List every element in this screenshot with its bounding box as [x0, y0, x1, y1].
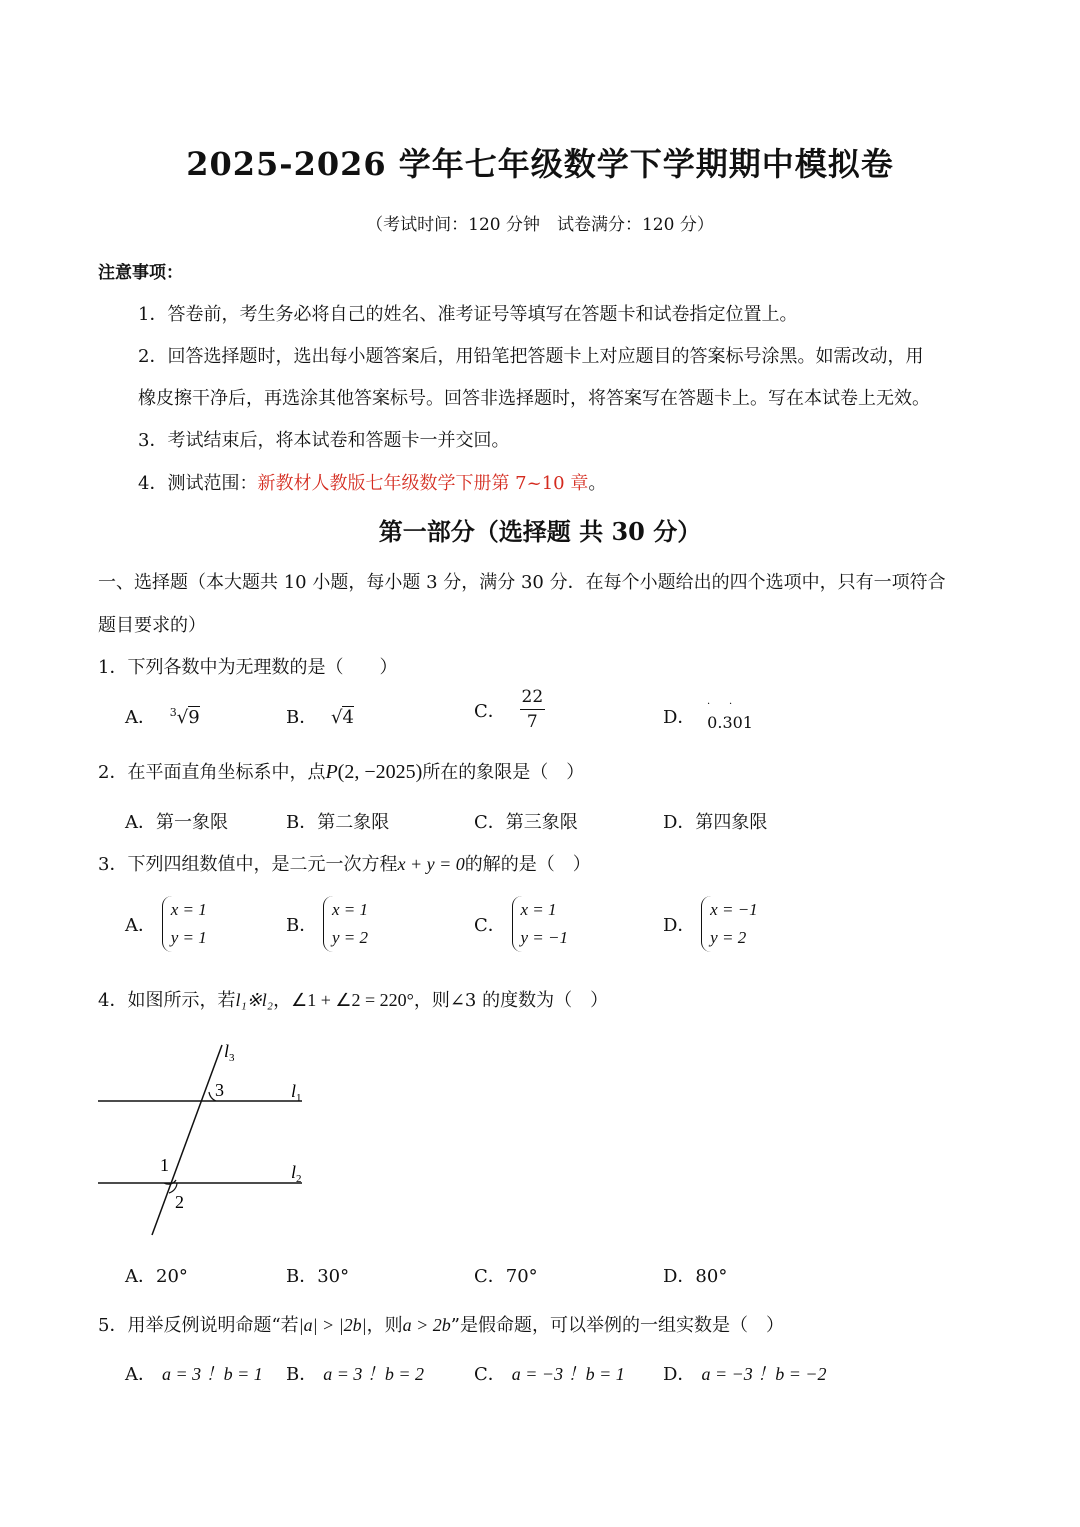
q1-option-d	[663, 699, 753, 732]
label-l2: $l_2$	[291, 1162, 302, 1185]
q1-c-label: C．	[474, 701, 506, 722]
q2-coords: (2, −2025)	[337, 761, 423, 783]
notes-heading: 注意事项：	[98, 263, 183, 283]
q4-option-c: C．70°	[474, 1266, 538, 1287]
section-title: 第一部分（选择题 共 30 分）	[378, 517, 702, 546]
q3-d-eq1: x = −1	[710, 900, 758, 919]
q1-d-label: D．	[663, 707, 696, 728]
q5-option-c	[474, 1360, 625, 1386]
section-instructions-line-1: 一、选择题（本大题共 10 小题，每小题 3 分，满分 30 分．在每个小题给出的四个选项中，只有一项符合	[98, 572, 946, 593]
q2-stem	[98, 758, 584, 784]
q5-condition: |a| > |2b|	[298, 1315, 367, 1335]
label-l1: $l_1$	[291, 1081, 302, 1104]
q3-a-system	[162, 896, 207, 952]
q3-b-eq1: x = 1	[331, 900, 368, 919]
q1-d-value-int: 0.	[707, 713, 723, 732]
label-angle-3: 3	[215, 1080, 224, 1100]
line-l3	[152, 1045, 222, 1235]
q5-stem-post: ”是假命题，可以举例的一组实数是（ ）	[450, 1315, 784, 1336]
q1-option-b	[286, 703, 354, 729]
q3-a-eq1: x = 1	[170, 900, 207, 919]
q1-option-c	[474, 689, 545, 731]
test-scope: 新教材人教版七年级数学下册第 7~10 章	[257, 473, 589, 494]
q4-stem-pre: 4．如图所示，若	[98, 990, 236, 1011]
q3-b-system	[323, 896, 368, 952]
q3-c-label: C．	[474, 915, 506, 936]
q5-option-b	[286, 1360, 424, 1386]
q1-c-fraction	[520, 689, 546, 731]
q5-a-value: a = 3 ！b = 1	[162, 1364, 263, 1384]
q1-a-radicand: 9	[188, 707, 200, 728]
note-4-suffix: 。	[588, 473, 607, 494]
note-1: 1．答卷前，考生务必将自己的姓名、准考证号等填写在答题卡和试卷指定位置上。	[138, 304, 798, 325]
q3-option-b	[286, 896, 368, 952]
q5-b-label: B．	[286, 1364, 318, 1385]
q5-b-value: a = 3 ！b = 2	[323, 1364, 425, 1384]
q5-option-a	[125, 1360, 263, 1386]
q3-stem-post: 的解的是（ ）	[464, 854, 591, 875]
q2-stem-pre: 2．在平面直角坐标系中，点	[98, 762, 326, 783]
radical-icon: √	[330, 707, 343, 728]
q3-a-eq2: y = 1	[170, 928, 207, 947]
q5-stem	[98, 1311, 784, 1337]
q3-equation: x + y = 0	[397, 854, 465, 874]
q1-c-numerator: 22	[520, 689, 546, 710]
q4-stem	[98, 986, 608, 1012]
q5-d-label: D．	[663, 1364, 696, 1385]
q3-b-eq2: y = 2	[331, 928, 368, 947]
q4-separator: ，	[273, 990, 292, 1011]
q3-a-label: A．	[125, 915, 156, 936]
repeat-dot-icon: ·	[707, 699, 711, 710]
label-l3: $l_3$	[224, 1041, 235, 1064]
note-4-prefix: 4．测试范围：	[138, 473, 258, 494]
q1-b-label: B．	[286, 707, 318, 728]
q4-stem-post: ，则∠3 的度数为（ ）	[413, 990, 609, 1011]
repeat-dot-icon: ·	[729, 699, 733, 710]
q1-a-label: A．	[125, 707, 156, 728]
q2-option-b: B．第二象限	[286, 812, 390, 833]
q5-c-label: C．	[474, 1364, 506, 1385]
note-2-line-2: 橡皮擦干净后，再选涂其他答案标号。回答非选择题时，将答案写在答题卡上。写在本试卷上无效。	[138, 388, 930, 409]
note-3: 3．考试结束后，将本试卷和答题卡一并交回。	[138, 430, 510, 451]
q3-option-d	[663, 896, 758, 952]
q3-d-label: D．	[663, 915, 696, 936]
section-instructions-line-2: 题目要求的）	[98, 615, 206, 636]
q4-option-a: A．20°	[125, 1266, 188, 1287]
radical-icon: √	[176, 707, 189, 728]
q1-stem: 1．下列各数中为无理数的是（ ）	[98, 657, 398, 678]
q4-condition-angles: ∠1 + ∠2 = 220°	[291, 990, 414, 1010]
q1-d-value-repeating: 301	[722, 713, 753, 732]
q1-b-radicand: 4	[342, 707, 354, 728]
exam-info: （考试时间：120 分钟 试卷满分：120 分）	[366, 215, 714, 235]
q2-option-c: C．第三象限	[474, 812, 578, 833]
q4-figure	[90, 1035, 320, 1245]
q5-stem-pre: 5．用举反例说明命题“若	[98, 1315, 299, 1336]
q3-d-eq2: y = 2	[710, 928, 747, 947]
q1-d-value	[707, 713, 753, 732]
q3-c-eq1: x = 1	[520, 900, 557, 919]
q4-option-d: D．80°	[663, 1266, 728, 1287]
page-title: 2025-2026 学年七年级数学下学期期中模拟卷	[186, 145, 894, 183]
q4-option-b: B．30°	[286, 1266, 350, 1287]
q3-option-a	[125, 896, 207, 952]
q1-a-root-index: 3	[169, 706, 177, 719]
q3-d-system	[701, 896, 758, 952]
q5-d-value: a = −3 ！b = −2	[701, 1364, 827, 1384]
q5-a-label: A．	[125, 1364, 156, 1385]
note-2-line-1: 2．回答选择题时，选出每小题答案后，用铅笔把答题卡上对应题目的答案标号涂黑。如需改动，用	[138, 346, 924, 367]
q2-stem-post: 所在的象限是（ ）	[422, 762, 585, 783]
q1-c-denominator: 7	[526, 712, 538, 732]
note-4	[138, 469, 606, 495]
q2-point: P	[325, 761, 338, 783]
q3-c-system	[512, 896, 569, 952]
label-angle-1: 1	[160, 1155, 169, 1175]
q5-stem-mid: ，则	[366, 1315, 403, 1336]
q3-stem-pre: 3．下列四组数值中，是二元一次方程	[98, 854, 398, 875]
q3-b-label: B．	[286, 915, 318, 936]
q5-c-value: a = −3 ！b = 1	[511, 1364, 625, 1384]
q2-option-d: D．第四象限	[663, 812, 768, 833]
label-angle-2: 2	[175, 1192, 184, 1212]
q2-option-a: A．第一象限	[125, 812, 228, 833]
q3-option-c	[474, 896, 568, 952]
q1-option-a	[125, 703, 200, 729]
q4-condition-parallel: l₁※l₂	[235, 990, 274, 1010]
q5-conclusion: a > 2b	[402, 1315, 451, 1335]
q5-option-d	[663, 1360, 827, 1386]
q3-stem	[98, 850, 591, 876]
q3-c-eq2: y = −1	[520, 928, 569, 947]
